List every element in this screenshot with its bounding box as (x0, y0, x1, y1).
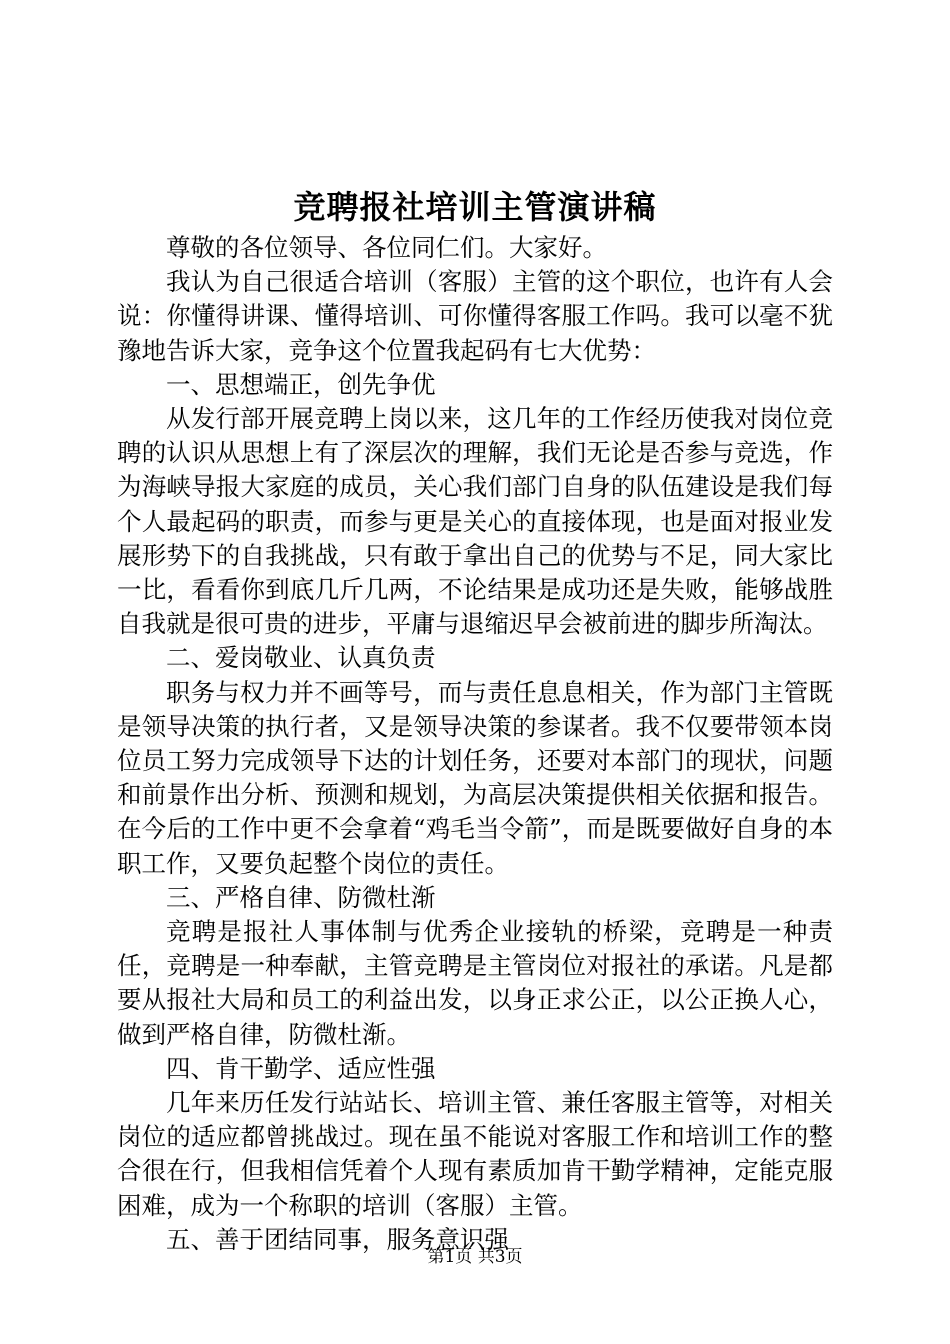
paragraph-greeting: 尊敬的各位领导、各位同仁们。大家好。 (166, 233, 607, 262)
document-body (117, 231, 833, 1257)
paragraph-intro: 我认为自己很适合培训（客服）主管的这个职位，也许有人会说：你懂得讲课、懂得培训、可你懂得客服工作吗。我可以毫不犹豫地告诉大家，竞争这个位置我起码有七大优势： (117, 267, 833, 365)
section-paragraph-2: 职务与权力并不画等号，而与责任息息相关，作为部门主管既是领导决策的执行者，又是领导决策的参谋者。我不仅要带领本岗位员工努力完成领导下达的计划任务，还要对本部门的现状，问题和前景作出分析、预测和规划，为高层决策提供相关依据和报告。在今后的工作中更不会拿着“鸡毛当令箭”，而是既要做好自身的本职工作，又要负起整个岗位的责任。 (117, 677, 833, 878)
section-heading-2: 二、爱岗敬业、认真负责 (166, 643, 436, 673)
section-paragraph-3: 竞聘是报社人事体制与优秀企业接轨的桥梁，竞聘是一种责任，竞聘是一种奉献，主管竞聘是主管岗位对报社的承诺。凡是都要从报社大局和员工的利益出发，以身正求公正，以公正换人心，做到严格自律，防微杜渐。 (117, 917, 833, 1049)
section-heading-4: 四、肯干勤学、适应性强 (166, 1053, 436, 1083)
section-heading-5: 五、善于团结同事，服务意识强 (166, 1224, 509, 1254)
section-paragraph-4: 几年来历任发行站站长、培训主管、兼任客服主管等，对相关岗位的适应都曾挑战过。现在虽不能说对客服工作和培训工作的整合很在行，但我相信凭着个人现有素质加肯干勤学精神，定能克服困难，成为一个称职的培训（客服）主管。 (117, 1088, 833, 1220)
section-heading-3: 三、严格自律、防微杜渐 (166, 882, 436, 912)
document-title: 竞聘报社培训主管演讲稿 (293, 188, 657, 226)
section-heading-1: 一、思想端正，创先争优 (166, 369, 436, 399)
page-number-footer: 第1页 共3页 (427, 1247, 523, 1267)
section-paragraph-1: 从发行部开展竞聘上岗以来，这几年的工作经历使我对岗位竞聘的认识从思想上有了深层次的理解，我们无论是否参与竞选，作为海峡导报大家庭的成员，关心我们部门自身的队伍建设是我们每个人最起码的职责，而参与更是关心的直接体现，也是面对报业发展形势下的自我挑战，只有敢于拿出自己的优势与不足，同大家比一比，看看你到底几斤几两，不论结果是成功还是失败，能够战胜自我就是很可贵的进步，平庸与退缩迟早会被前进的脚步所淘汰。 (117, 404, 833, 639)
